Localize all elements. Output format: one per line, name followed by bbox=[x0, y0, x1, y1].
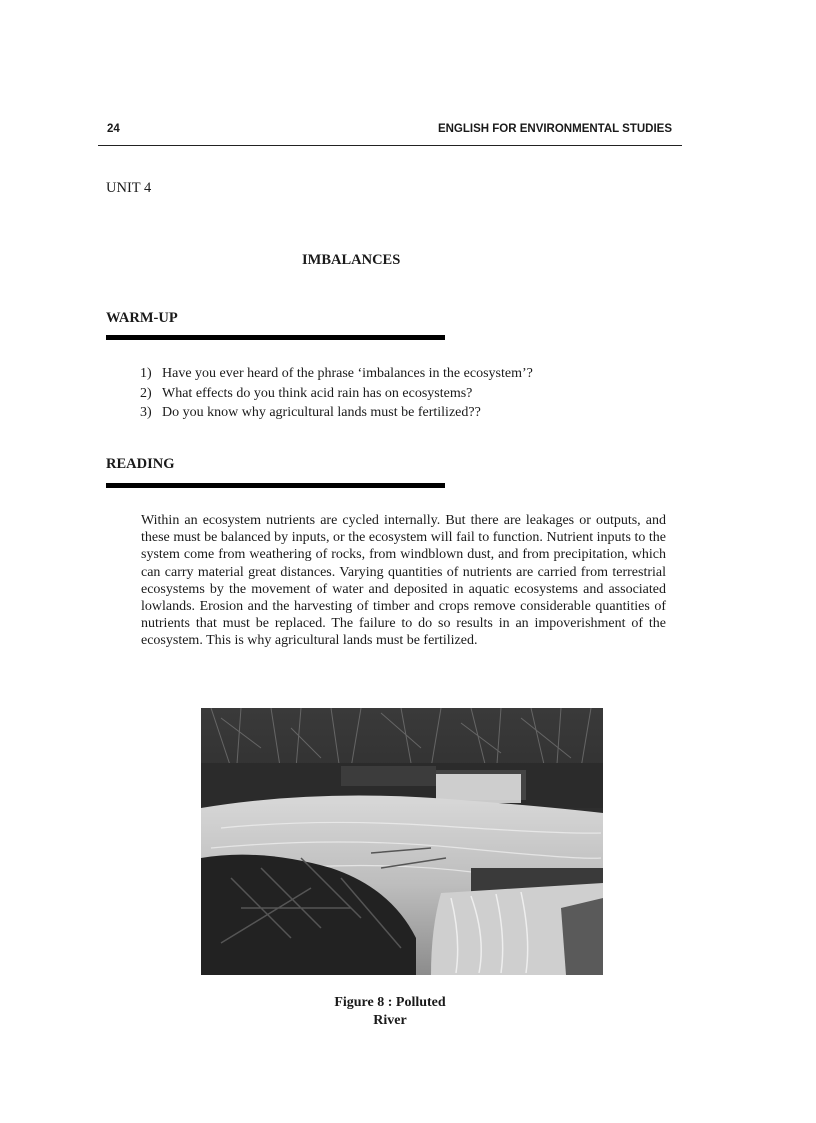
unit-label: UNIT 4 bbox=[106, 180, 152, 196]
warmup-question-list bbox=[140, 364, 533, 423]
figure-caption-line-2: River bbox=[373, 1013, 407, 1028]
question-number: 2) bbox=[140, 385, 152, 401]
question-text: What effects do you think acid rain has on ecosystems? bbox=[162, 385, 473, 401]
list-item bbox=[140, 364, 533, 384]
river-illustration bbox=[201, 708, 603, 975]
figure-caption bbox=[300, 994, 480, 1030]
list-item bbox=[140, 403, 533, 423]
question-text: Have you ever heard of the phrase ‘imbalances in the ecosystem’? bbox=[162, 366, 533, 381]
figure-caption-line-1: Figure 8 : Polluted bbox=[334, 995, 446, 1010]
warmup-divider bbox=[106, 335, 445, 340]
warmup-heading: WARM-UP bbox=[106, 310, 178, 326]
question-number: 1) bbox=[140, 366, 152, 381]
reading-divider bbox=[106, 483, 445, 488]
reading-paragraph: Within an ecosystem nutrients are cycled internally. But there are leakages or outputs, and these must be balanced by inputs, or the ecosystem will fail to function. Nutrient inputs to the system come from weathering of rocks, from windblown dust, and from precipitation, which can carry material great distances. Varying quantities of nutrients are carried from terrestrial ecosystems by the movement of water and deposited in aquatic ecosystems and associated lowlands. Erosion and the harvesting of timber and crops remove considerable quantities of nutrients that must be replaced. The failure to do so results in an impoverishment of the ecosystem. This is why agricultural lands must be fertilized. bbox=[141, 513, 666, 649]
question-number: 3) bbox=[140, 405, 152, 420]
question-text: Do you know why agricultural lands must be fertilized?? bbox=[162, 405, 481, 420]
reading-heading: READING bbox=[106, 456, 175, 472]
page-number: 24 bbox=[107, 123, 120, 135]
page-title: IMBALANCES bbox=[302, 252, 401, 268]
running-header bbox=[98, 123, 682, 146]
polluted-river-photo bbox=[201, 708, 603, 975]
list-item bbox=[140, 384, 533, 404]
running-title: ENGLISH FOR ENVIRONMENTAL STUDIES bbox=[437, 123, 672, 135]
